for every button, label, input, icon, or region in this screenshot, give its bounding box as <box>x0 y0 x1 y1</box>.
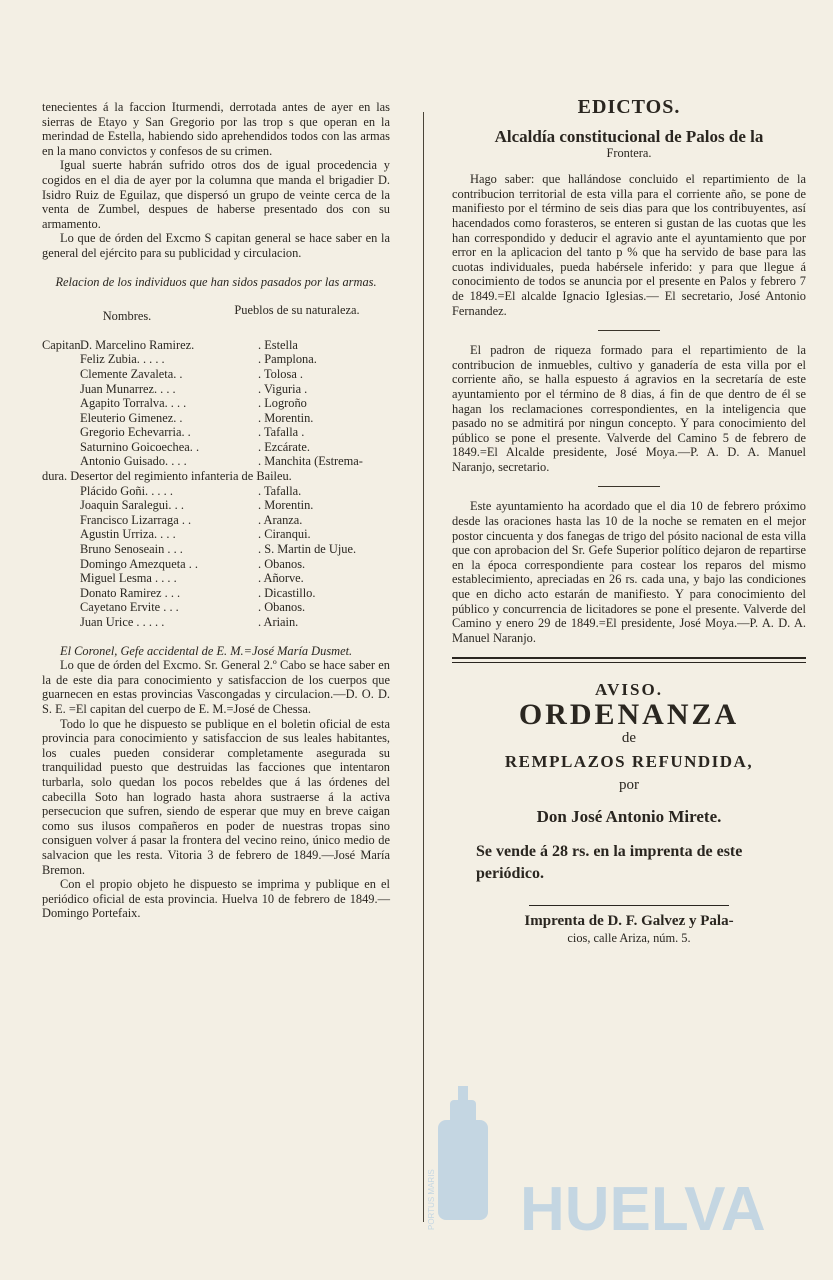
paragraph-orden-capitan: Lo que de órden del Excmo S capitan general se hace saber en la general del ejército para su publicidad y circulacion. <box>42 231 390 260</box>
person-name: Agustin Urriza. . . . <box>80 527 176 542</box>
person-name: Gregorio Echevarria. . <box>80 425 191 440</box>
rank-label <box>42 425 80 440</box>
paragraph-igual-suerte: Igual suerte habrán sufrido otros dos de igual procedencia y cogidos en el dia de ayer por la columna que manda el brigadier D. Isidro Ruiz de Eguilaz, que dispersó un grupo de veinte cerca de la venta de Zumbel, despues de haberse presentado dos con su armamento. <box>42 158 390 231</box>
hometown: . Ezcárate. <box>258 439 310 454</box>
sale-notice: Se vende á 28 rs. en la imprenta de este periódico. <box>476 842 743 882</box>
person-name: Feliz Zubia. . . . . <box>80 352 165 367</box>
author-name: Don José Antonio Mirete. <box>536 807 722 827</box>
hometown: . Añorve. <box>258 571 304 586</box>
list-item <box>42 513 390 528</box>
column-header-towns: Pueblos de su naturaleza. <box>234 303 360 318</box>
hometown: . Ariain. <box>258 615 299 629</box>
executed-list <box>42 338 390 630</box>
person-name: Saturnino Goicoechea. . <box>80 439 200 454</box>
paragraph-propio-objeto: Con el propio objeto he dispuesto se imprima y publique en el periódico oficial de esta provincia. Huelva 10 de febrero de 1849.—Domingo Portefaix. <box>42 877 390 921</box>
remplazos-title: REMPLAZOS REFUNDIDA, <box>504 752 754 772</box>
list-item <box>42 396 390 411</box>
hometown: . Logroño <box>258 396 307 411</box>
alcaldia-subheading: Frontera. <box>606 145 652 160</box>
divider <box>598 486 660 487</box>
thin-divider <box>452 662 806 663</box>
person-name: Antonio Guisado. . . . <box>80 454 187 469</box>
list-item <box>42 411 390 426</box>
ordenanza-title: ORDENANZA <box>518 698 740 731</box>
rank-label <box>42 454 80 469</box>
hometown: . Tafalla. <box>258 483 302 498</box>
hometown: . Pamplona. <box>258 352 317 367</box>
list-item <box>42 542 390 557</box>
rank-label <box>42 352 80 367</box>
rank-label: Capitan <box>42 337 81 352</box>
alcaldia-heading: Alcaldía constitucional de Palos de la <box>494 126 764 146</box>
huelva-watermark-logo <box>427 1080 766 1250</box>
person-name: Plácido Goñi. . . . . <box>80 483 173 498</box>
person-name: Cayetano Ervite . . . <box>80 600 179 615</box>
person-name: D. Marcelino Ramirez. <box>80 337 195 352</box>
paragraph-iturmendi: tenecientes á la faccion Iturmendi, derrotada antes de ayer en las sierras de Etayo y San Gregorio por las trop s que operan en la merindad de Estella, habiendo sido aprehendidos todos con las armas en la mano convictos y confesos de su crimen. <box>42 100 390 158</box>
hometown: . Aranza. <box>258 512 303 527</box>
thick-divider <box>452 657 806 659</box>
printer-imprint: Imprenta de D. F. Galvez y Pala- <box>524 912 734 929</box>
rank-label <box>42 440 80 455</box>
deserter-note: dura. Desertor del regimiento infanteria de Baileu. <box>42 469 292 484</box>
person-name: Eleuterio Gimenez. . <box>80 410 183 425</box>
list-item <box>42 484 390 499</box>
list-item <box>42 382 390 397</box>
relacion-heading: Relacion de los individuos que han sidos pasados por las armas. <box>55 274 377 289</box>
person-name: Miguel Lesma . . . . <box>80 571 177 586</box>
person-name: Francisco Lizarraga . . <box>80 512 192 527</box>
person-name: Agapito Torralva. . . . <box>80 396 187 411</box>
paragraph-todo-lo-que: Todo lo que he dispuesto se publique en el boletin oficial de esta provincia para conocimiento y satisfaccion de sus leales habitantes, los cuales pueden considerar completamente asegurada su tranquilidad puesto que destruidas las facciones que intentaron turbarla, solo quedan los pocos rebeldes que á las órdenes del cabecilla Soto han logrado hasta ahora sustraerse á la activa persecucion que sufren, siendo de esperar que muy en breve caigan como sus ilusos compañeros en poder de nuestras tropas sino consiguen volver á pasar la frontera del vecino reino, único medio de salvacion que les resta. Vitoria 3 de febrero de 1849.—José María Bremon. <box>42 716 390 877</box>
list-item <box>42 338 390 353</box>
section-title-edictos: EDICTOS. <box>577 96 681 118</box>
rank-label <box>42 367 80 382</box>
hometown: . Manchita (Estrema- <box>258 454 363 469</box>
person-name: Juan Munarrez. . . . <box>80 381 176 396</box>
list-item <box>42 600 390 615</box>
hometown: . S. Martin de Ujue. <box>258 542 357 557</box>
hometown: . Morentin. <box>258 410 314 425</box>
person-name: Juan Urice . . . . . <box>80 615 165 629</box>
hometown: . Ciranqui. <box>258 527 311 542</box>
list-item <box>42 498 390 513</box>
de-word: de <box>621 729 637 746</box>
person-name: Joaquin Saralegui. . . <box>80 498 184 513</box>
table-header <box>42 303 390 324</box>
list-item <box>42 440 390 455</box>
divider <box>529 905 729 906</box>
list-item <box>42 615 390 630</box>
hometown: . Obanos. <box>258 600 306 615</box>
list-item <box>42 571 390 586</box>
person-name: Bruno Senoseain . . . <box>80 542 183 557</box>
person-name: Donato Ramirez . . . <box>80 585 181 600</box>
divider <box>598 330 660 331</box>
paragraph-general-cabo: Lo que de órden del Excmo. Sr. General 2.º Cabo se hace saber en la de este dia para conocimiento y satisfaccion de los cuerpos que guarnecen en estas provincias Vascongadas y circulacion.—D. O. D. S. E. =El capitan del cuerpo de E. M.=José de Chessa. <box>42 658 390 716</box>
edicto-palos: Hago saber: que hallándose concluido el repartimiento de la contribucion territorial de esta villa para el corriente año, se pone de manifiesto por el término de seis dias para que los contribuyentes, así hacendados como forasteros, se enteren si gustan de las cuotas que les han correspondido y deducir el agravio ante el ayuntamiento que por error en la aplicacion del tanto p % que ha servido de base para las cuotas individuales, pueda habérsele inferido: y para que llegue á conocimiento de todos se anuncia por el presente en Palos y febrero 7 de 1849.=El alcalde Ignacio Iglesias.— El secretario, José Antonio Fernandez. <box>452 172 806 318</box>
hometown: . Morentin. <box>258 498 314 513</box>
list-item <box>42 352 390 367</box>
watermark-label: HUELVA <box>520 1175 766 1244</box>
edicto-padron: El padron de riqueza formado para el repartimiento de la contribucion de inmuebles, cultivo y ganadería de esta villa por el corriente año, se halla espuesto á agravios en la secretaría de este ayuntamiento por el término de 8 dias, á fin de que dentro de él se hagan los reclamaciones correspondientes, en la inteligencia que pasado no se admitirá por ningun concepto. Y para conocimiento del público se pone el presente. Valverde del Camino 5 de febrero de 1849.=El Alcalde presidente, José Moya.—P. A. D. A. Manuel Naranjo, secretario. <box>452 343 806 474</box>
left-column <box>42 100 390 921</box>
list-item <box>42 425 390 440</box>
hometown: . Estella <box>258 337 298 352</box>
list-item <box>42 454 390 469</box>
aviso-heading: AVISO. <box>595 680 663 700</box>
hometown: . Viguria . <box>258 381 308 396</box>
list-item <box>42 586 390 601</box>
rank-label <box>42 411 80 426</box>
list-item <box>42 527 390 542</box>
list-item <box>42 367 390 382</box>
hometown: . Obanos. <box>258 556 306 571</box>
person-name: Domingo Amezqueta . . <box>80 556 199 571</box>
coronel-signature: El Coronel, Gefe accidental de E. M.=José María Dusmet. <box>60 643 353 658</box>
watermark-side-label: PORTUS MARIS <box>427 1169 436 1230</box>
list-item <box>42 557 390 572</box>
printer-address: cios, calle Ariza, núm. 5. <box>567 930 691 945</box>
column-divider <box>423 112 424 1222</box>
person-name: Clemente Zavaleta. . <box>80 366 183 381</box>
por-word: por <box>619 776 639 793</box>
rank-label <box>42 396 80 411</box>
right-column <box>452 96 806 945</box>
hometown: . Tafalla . <box>258 425 305 440</box>
edicto-trigo: Este ayuntamiento ha acordado que el dia 10 de febrero próximo desde las oraciones hasta las 10 de la noche se rematen en el mejor postor cincuenta y dos fanegas de trigo del pósito nacional de esta villa que con aprobacion del Sr. Gefe Superior político dejaron de repartirse en la época correspondiente para costear los reparos del mismo establecimiento, apreciadas en 26 rs. cada una, y bajo las condiciones que en dicho acto estarán de manifiesto. Y para conocimiento del público y concurrencia de licitadores se pone el presente. Valverde del Camino y enero 29 de 1849.=El presidente, José Moya.—P. A. D. A. Manuel Naranjo. <box>452 499 806 645</box>
hometown: . Dicastillo. <box>258 585 316 600</box>
hometown: . Tolosa . <box>258 366 304 381</box>
rank-label <box>42 382 80 397</box>
column-header-names: Nombres. <box>102 309 152 324</box>
